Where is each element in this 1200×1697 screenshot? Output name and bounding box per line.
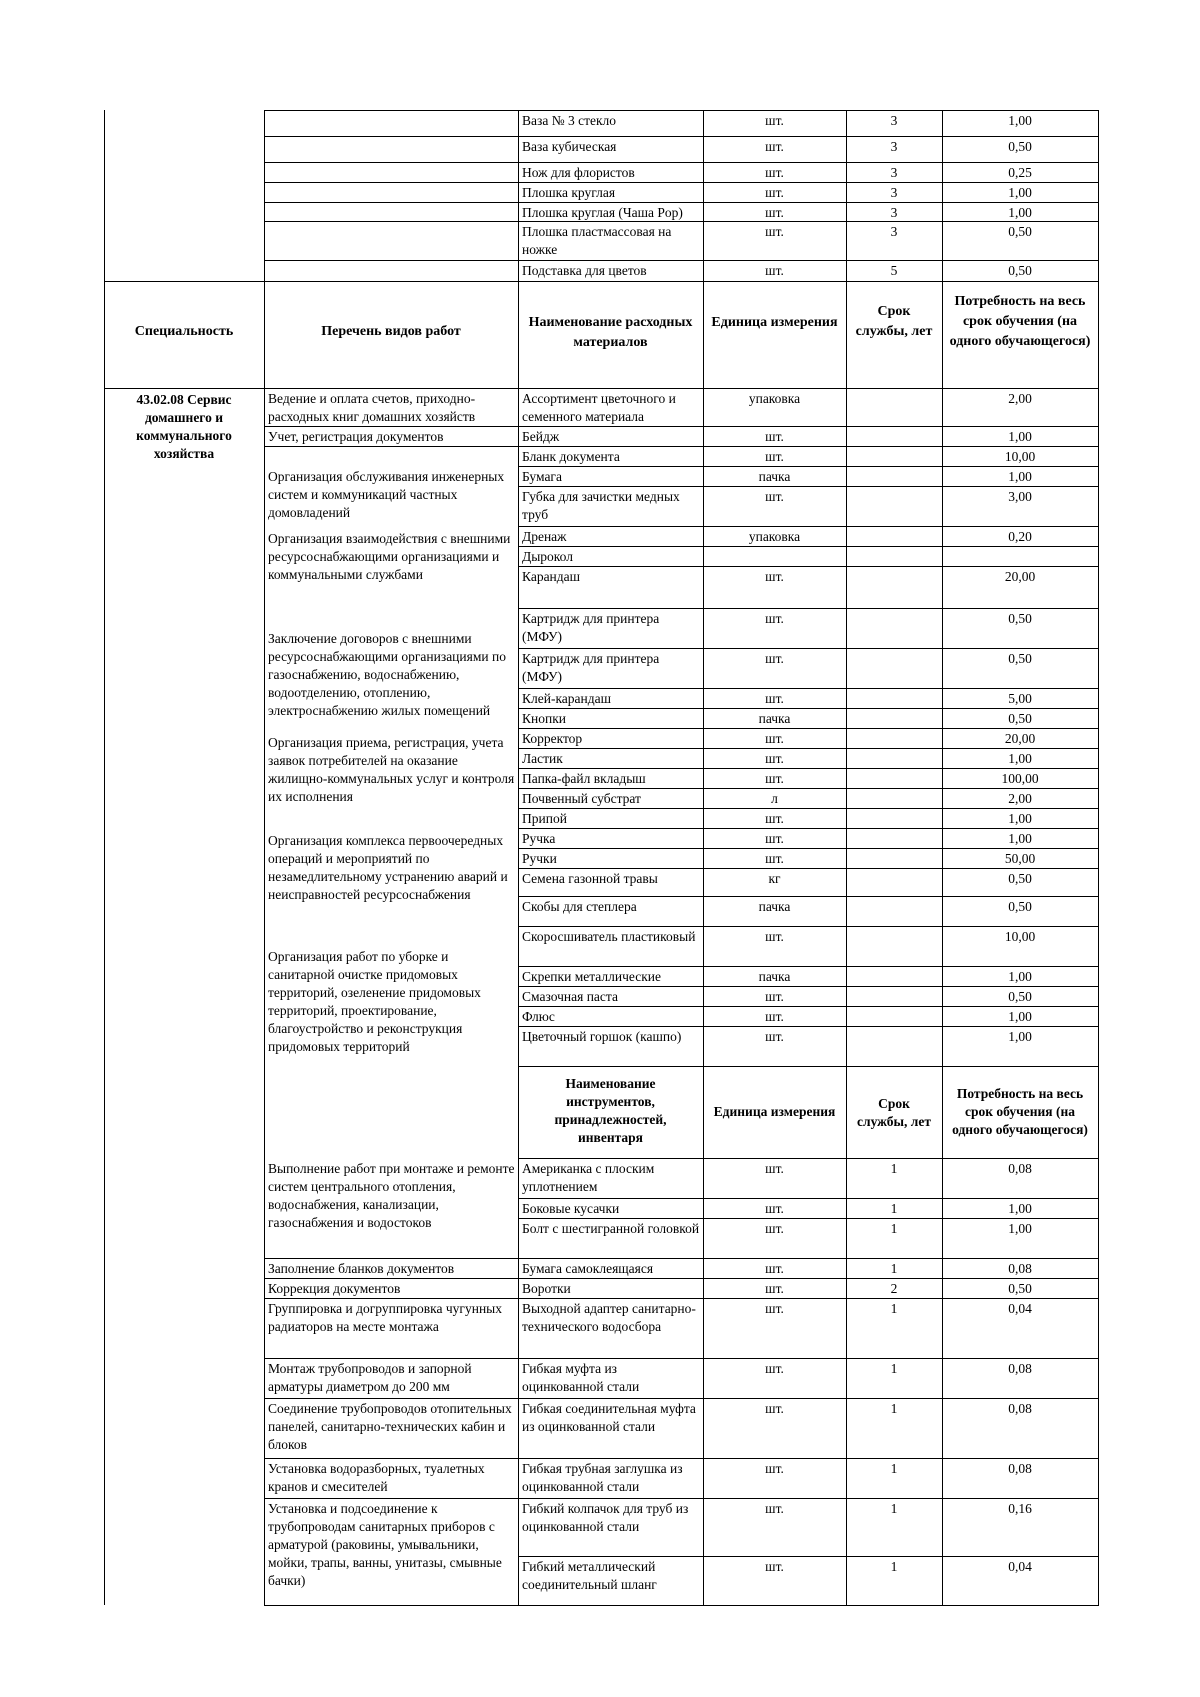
material-name-cell: Плошка пластмассовая на ножке [522, 224, 672, 257]
table-row-rule [518, 566, 1099, 567]
tools-header-bottom-rule [518, 1158, 1099, 1159]
unit-cell: шт. [765, 1281, 784, 1296]
unit-cell: шт. [765, 771, 784, 786]
unit-cell: шт. [765, 751, 784, 766]
need-cell: 1,00 [1008, 1009, 1032, 1024]
specialty-header: Специальность [134, 324, 234, 339]
works-cell: Выполнение работ при монтаже и ремонте систем центрального отопления, водоснабжения, канализации, газоснабжения и водостоков [268, 1161, 515, 1230]
material-name-cell: Скрепки металлические [522, 969, 661, 984]
table-row-rule [264, 426, 519, 427]
life-cell: 1 [890, 1201, 898, 1216]
unit-cell: шт. [765, 1361, 784, 1376]
table-row-rule [518, 708, 1099, 709]
need-cell: 50,00 [1004, 851, 1036, 866]
works-cell: Организация приема, регистрация, учета заявок потребителей на оказание жилищно-коммунальных услуг и контроля их исполнения [268, 735, 515, 804]
need-cell: 1,00 [1008, 113, 1032, 128]
material-name-cell: Выходной адаптер санитарно-технического водосбора [522, 1301, 696, 1334]
works-cell: Соединение трубопроводов отопительных панелей, санитарно-технических кабин и блоков [268, 1401, 512, 1452]
material-name-cell: Губка для зачистки медных труб [522, 489, 680, 522]
material-name-cell: Бумага [522, 469, 562, 484]
table-row-rule [518, 788, 1099, 789]
unit-cell: шт. [765, 1461, 784, 1476]
table-row-rule [518, 1026, 1099, 1027]
table-row-rule [518, 848, 1099, 849]
life-cell: 3 [890, 224, 898, 239]
table-row-rule [518, 486, 1099, 487]
material-column-rule [703, 110, 704, 1605]
table-row-rule [518, 466, 1099, 467]
material-name-cell: Гибкая муфта из оцинкованной стали [522, 1361, 640, 1394]
unit-cell: шт. [765, 691, 784, 706]
material-name-cell: Бланк документа [522, 449, 620, 464]
need-cell: 1,00 [1008, 751, 1032, 766]
unit-cell: шт. [765, 185, 784, 200]
table-row-rule [518, 688, 1099, 689]
table-row-rule [518, 1298, 1099, 1299]
unit-cell: упаковка [748, 529, 801, 544]
table-row-rule [518, 1218, 1099, 1219]
table-row-rule [264, 1258, 519, 1259]
life-cell: 1 [890, 1301, 898, 1316]
unit-cell: шт. [765, 1221, 784, 1236]
material-header: Наименование расходных материалов [528, 315, 693, 350]
unit-cell: шт. [765, 113, 784, 128]
unit-cell: шт. [765, 851, 784, 866]
need-cell: 0,16 [1008, 1501, 1032, 1516]
table-row-rule [264, 162, 1099, 163]
table-row-rule [518, 1066, 1099, 1067]
unit-cell: шт. [765, 811, 784, 826]
life-cell: 1 [890, 1361, 898, 1376]
material-name-cell: Цветочный горшок (кашпо) [522, 1029, 682, 1044]
unit-cell: шт. [765, 1201, 784, 1216]
need-cell: 0,50 [1008, 651, 1032, 666]
material-name-cell: Картридж для принтера (МФУ) [522, 651, 660, 684]
need-cell: 2,00 [1008, 791, 1032, 806]
header-top-rule [104, 281, 1099, 282]
material-name-cell: Семена газонной травы [522, 871, 658, 886]
unit-cell: шт. [765, 224, 784, 239]
material-name-cell: Ассортимент цветочного и семенного материала [522, 391, 676, 424]
material-name-cell: Нож для флористов [522, 165, 635, 180]
material-name-cell: Скобы для степлера [522, 899, 637, 914]
need-cell: 2,00 [1008, 391, 1032, 406]
need-cell: 0,08 [1008, 1461, 1032, 1476]
life-cell: 1 [890, 1559, 898, 1574]
unit-cell: шт. [765, 165, 784, 180]
need-cell: 1,00 [1008, 1201, 1032, 1216]
unit-cell: шт. [765, 731, 784, 746]
need-cell: 0,20 [1008, 529, 1032, 544]
table-row-rule [518, 966, 1099, 967]
unit-cell: пачка [758, 899, 791, 914]
life-column-rule [942, 110, 943, 1605]
life-cell: 1 [890, 1221, 898, 1236]
material-name-cell: Гибкий колпачок для труб из оцинкованной стали [522, 1501, 689, 1534]
material-name-cell: Кнопки [522, 711, 566, 726]
need-header: Потребность на весь срок обучения (на одного обучающегося) [949, 294, 1091, 349]
need-cell: 20,00 [1004, 569, 1036, 584]
life-cell: 3 [890, 139, 898, 154]
works-cell: Заключение договоров с внешними ресурсоснабжающими организациями по газоснабжению, водоснабжению, водоотделению, отоплению, электроснабжению жилых помещений [268, 631, 506, 718]
unit-cell: шт. [765, 651, 784, 666]
table-row-rule [518, 1006, 1099, 1007]
life-cell: 1 [890, 1461, 898, 1476]
table-row-rule [518, 648, 1099, 649]
table-row-rule [264, 260, 1099, 261]
life-cell: 1 [890, 1261, 898, 1276]
life-cell: 3 [890, 165, 898, 180]
table-row-rule [264, 1498, 519, 1499]
material-name-cell: Ручки [522, 851, 557, 866]
unit-column-rule [846, 110, 847, 1605]
need-cell: 0,08 [1008, 1261, 1032, 1276]
need-cell: 1,00 [1008, 831, 1032, 846]
material-name-cell: Плошка круглая [522, 185, 616, 200]
life-cell: 3 [890, 205, 898, 220]
material-name-cell: Клей-карандаш [522, 691, 612, 706]
need-cell: 0,50 [1008, 1281, 1032, 1296]
material-name-cell: Карандаш [522, 569, 581, 584]
need-cell: 0,50 [1008, 989, 1032, 1004]
table-row-rule [518, 728, 1099, 729]
works-cell: Организация взаимодействия с внешними ресурсоснабжающими организациями и коммунальными службами [268, 531, 511, 582]
material-name-cell: Бейдж [522, 429, 560, 444]
material-name-cell: Болт с шестигранной головкой [522, 1221, 700, 1236]
table-row-rule [518, 546, 1099, 547]
unit-cell: шт. [765, 569, 784, 584]
tool-life-header: Срок службы, лет [857, 1096, 931, 1129]
table-row-rule [264, 136, 1099, 137]
unit-cell: шт. [765, 139, 784, 154]
life-cell: 5 [890, 263, 898, 278]
material-name-cell: Ручка [522, 831, 556, 846]
table-row-rule [518, 608, 1099, 609]
works-cell: Заполнение бланков документов [268, 1261, 455, 1276]
life-cell: 2 [890, 1281, 898, 1296]
material-name-cell: Почвенный субстрат [522, 791, 641, 806]
table-row-rule [518, 1398, 1099, 1399]
table-row-rule [518, 1498, 1099, 1499]
need-cell: 1,00 [1008, 205, 1032, 220]
works-cell: Организация работ по уборке и санитарной очистке придомовых территорий, озеленение придомовых территорий, проектирование, благоустройство и реконструкция придомовых территорий [268, 949, 481, 1054]
table-row-rule [264, 182, 1099, 183]
table-row-rule [518, 1198, 1099, 1199]
unit-cell: шт. [765, 1501, 784, 1516]
need-cell: 1,00 [1008, 969, 1032, 984]
material-name-cell: Картридж для принтера (МФУ) [522, 611, 660, 644]
works-cell: Установка и подсоединение к трубопроводам санитарных приборов с арматурой (раковины, умывальники, мойки, трапы, ванны, унитазы, смывные бачки) [268, 1501, 502, 1588]
works-cell: Учет, регистрация документов [268, 429, 444, 444]
need-cell: 0,04 [1008, 1559, 1032, 1574]
material-name-cell: Скоросшиватель пластиковый [522, 929, 696, 944]
unit-cell: кг [768, 871, 781, 886]
material-name-cell: Ваза № 3 стекло [522, 113, 617, 128]
need-cell: 0,50 [1008, 871, 1032, 886]
material-name-cell: Гибкий металлический соединительный шланг [522, 1559, 657, 1592]
need-cell: 0,50 [1008, 139, 1032, 154]
unit-cell: шт. [765, 263, 784, 278]
unit-cell: шт. [765, 429, 784, 444]
life-cell: 1 [890, 1401, 898, 1416]
table-row-rule [264, 110, 1099, 111]
works-header: Перечень видов работ [321, 324, 461, 339]
material-name-cell: Ластик [522, 751, 563, 766]
material-name-cell: Бумага самоклеящаяся [522, 1261, 654, 1276]
unit-cell: шт. [765, 1301, 784, 1316]
material-name-cell: Плошка круглая (Чаша Pop) [522, 205, 683, 220]
works-cell: Монтаж трубопроводов и запорной арматуры диаметром до 200 мм [268, 1361, 472, 1394]
table-row-rule [518, 748, 1099, 749]
need-cell: 0,04 [1008, 1301, 1032, 1316]
need-cell: 0,08 [1008, 1361, 1032, 1376]
table-row-rule [518, 768, 1099, 769]
need-cell: 1,00 [1008, 1029, 1032, 1044]
table-row-rule [264, 1605, 519, 1606]
table-row-rule [518, 526, 1099, 527]
table-row-rule [518, 926, 1099, 927]
unit-cell: шт. [765, 205, 784, 220]
unit-cell: шт. [765, 1559, 784, 1574]
unit-cell: пачка [758, 969, 791, 984]
material-name-cell: Боковые кусачки [522, 1201, 620, 1216]
unit-cell: шт. [765, 831, 784, 846]
table-right-border [1098, 110, 1099, 1605]
unit-cell: шт. [765, 449, 784, 464]
need-cell: 1,00 [1008, 469, 1032, 484]
need-cell: 0,50 [1008, 224, 1032, 239]
need-cell: 1,00 [1008, 811, 1032, 826]
tool-header: Наименование инструментов, принадлежностей, инвентаря [554, 1076, 667, 1145]
table-row-rule [264, 221, 1099, 222]
need-cell: 20,00 [1004, 731, 1036, 746]
table-row-rule [518, 1258, 1099, 1259]
specialty-cell: 43.02.08 Сервис домашнего и коммунального хозяйства [136, 392, 232, 461]
life-header: Срок службы, лет [855, 304, 933, 339]
need-cell: 100,00 [1001, 771, 1039, 786]
material-name-cell: Смазочная паста [522, 989, 618, 1004]
unit-cell: л [771, 791, 778, 806]
unit-cell: пачка [758, 469, 791, 484]
table-row-rule [518, 1556, 1099, 1557]
unit-cell: шт. [765, 611, 784, 626]
unit-cell: упаковка [748, 391, 801, 406]
need-cell: 0,08 [1008, 1401, 1032, 1416]
need-cell: 5,00 [1008, 691, 1032, 706]
table-row-rule [264, 446, 519, 447]
table-row-rule [518, 896, 1099, 897]
need-cell: 0,08 [1008, 1161, 1032, 1176]
unit-cell: шт. [765, 1261, 784, 1276]
works-cell: Организация обслуживания инженерных систем и коммуникаций частных домовладений [268, 469, 505, 520]
material-name-cell: Припой [522, 811, 567, 826]
table-row-rule [264, 1398, 519, 1399]
table-row-rule [518, 1458, 1099, 1459]
table-row-rule [264, 202, 1099, 203]
table-row-rule [518, 426, 1099, 427]
tool-need-header: Потребность на весь срок обучения (на одного обучающегося) [952, 1086, 1088, 1137]
material-name-cell: Дренаж [522, 529, 567, 544]
need-cell: 0,50 [1008, 263, 1032, 278]
table-row-rule [518, 808, 1099, 809]
need-cell: 3,00 [1008, 489, 1032, 504]
works-cell: Коррекция документов [268, 1281, 401, 1296]
need-cell: 1,00 [1008, 185, 1032, 200]
unit-cell: шт. [765, 1029, 784, 1044]
material-name-cell: Дырокол [522, 549, 573, 564]
unit-cell: шт. [765, 1161, 784, 1176]
material-name-cell: Гибкая соединительная муфта из оцинкованной стали [522, 1401, 696, 1434]
table-row-rule [518, 868, 1099, 869]
material-name-cell: Воротки [522, 1281, 571, 1296]
need-cell: 0,50 [1008, 899, 1032, 914]
material-name-cell: Ваза кубическая [522, 139, 617, 154]
unit-cell: шт. [765, 489, 784, 504]
need-cell: 0,25 [1008, 165, 1032, 180]
table-row-rule [264, 1298, 519, 1299]
unit-header: Единица измерения [711, 315, 838, 330]
material-name-cell: Корректор [522, 731, 583, 746]
material-name-cell: Флюс [522, 1009, 555, 1024]
unit-cell: шт. [765, 1009, 784, 1024]
unit-cell: шт. [765, 929, 784, 944]
table-row-rule [264, 1358, 519, 1359]
table-row-rule [518, 1358, 1099, 1359]
material-name-cell: Гибкая трубная заглушка из оцинкованной стали [522, 1461, 683, 1494]
works-cell: Организация комплекса первоочередных операций и мероприятий по незамедлительному устранению аварий и неисправностей ресурсоснабжения [268, 833, 508, 902]
unit-cell: шт. [765, 989, 784, 1004]
table-row-rule [518, 1605, 1099, 1606]
works-cell: Ведение и оплата счетов, приходно-расходных книг домашних хозяйств [268, 391, 476, 424]
life-cell: 3 [890, 113, 898, 128]
need-cell: 1,00 [1008, 429, 1032, 444]
need-cell: 10,00 [1004, 929, 1036, 944]
need-cell: 10,00 [1004, 449, 1036, 464]
material-name-cell: Папка-файл вкладыш [522, 771, 646, 786]
need-cell: 1,00 [1008, 1221, 1032, 1236]
table-row-rule [518, 986, 1099, 987]
table-row-rule [264, 1278, 519, 1279]
unit-cell: шт. [765, 1401, 784, 1416]
header-bottom-rule [104, 388, 1099, 389]
table-row-rule [264, 1458, 519, 1459]
table-row-rule [518, 1278, 1099, 1279]
works-cell: Установка водоразборных, туалетных кранов и смесителей [268, 1461, 485, 1494]
works-column-rule [518, 110, 519, 1605]
need-cell: 0,50 [1008, 711, 1032, 726]
table-row-rule [518, 828, 1099, 829]
need-cell: 0,50 [1008, 611, 1032, 626]
material-name-cell: Американка с плоским уплотнением [522, 1161, 655, 1194]
life-cell: 3 [890, 185, 898, 200]
tool-unit-header: Единица измерения [713, 1104, 836, 1119]
works-cell: Группировка и догруппировка чугунных радиаторов на месте монтажа [268, 1301, 502, 1334]
table-row-rule [518, 446, 1099, 447]
material-name-cell: Подставка для цветов [522, 263, 647, 278]
life-cell: 1 [890, 1161, 898, 1176]
life-cell: 1 [890, 1501, 898, 1516]
unit-cell: пачка [758, 711, 791, 726]
